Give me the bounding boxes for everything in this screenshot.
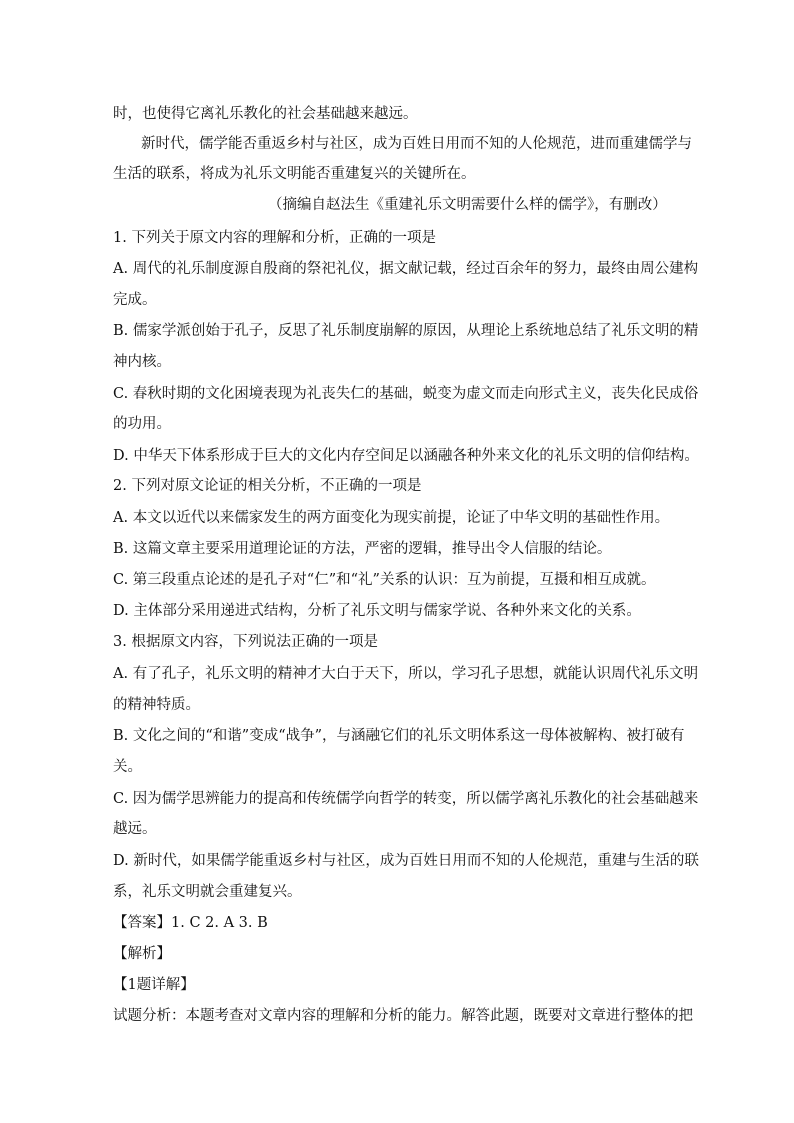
option-text: 的功用。 [113, 416, 171, 432]
option-text: 系，礼乐文明就会重建复兴。 [113, 884, 302, 900]
option-text: 的精神特质。 [113, 697, 200, 713]
option-text: A. 本文以近代以来儒家发生的两方面变化为现实前提，论证了中华文明的基础性作用。 [113, 510, 670, 526]
analysis-heading: 【解析】 [113, 946, 171, 962]
option-text: C. 第三段重点论述的是孔子对“仁”和“礼”关系的认识：互为前提，互摄和相互成就。 [113, 572, 656, 588]
analysis-text: 试题分析：本题考查对文章内容的理解和分析的能力。解答此题，既要对文章进行整体的把 [113, 1008, 693, 1024]
passage-line: 生活的联系，将成为礼乐文明能否重建复兴的关键所在。 [113, 166, 476, 182]
option-text: B. 这篇文章主要采用道理论证的方法，严密的逻辑，推导出令人信服的结论。 [113, 541, 612, 557]
question-stem: 2. 下列对原文论证的相关分析，不正确的一项是 [113, 478, 422, 494]
option-text: D. 主体部分采用递进式结构，分析了礼乐文明与儒家学说、各种外来文化的关系。 [113, 603, 641, 619]
option-text: 关。 [113, 759, 142, 775]
question-stem: 1. 下列关于原文内容的理解和分析，正确的一项是 [113, 230, 436, 246]
option-text: B. 儒家学派创始于孔子，反思了礼乐制度崩解的原因，从理论上系统地总结了礼乐文明的精 [113, 323, 699, 339]
passage-line: 时，也使得它离礼乐教化的社会基础越来越远。 [113, 106, 418, 122]
detail-heading: 【1题详解】 [113, 977, 195, 993]
source-citation: （摘编自赵法生《重建礼乐文明需要什么样的儒学》，有删改） [268, 197, 667, 213]
option-text: 完成。 [113, 292, 157, 308]
option-text: B. 文化之间的“和谐”变成“战争”，与涵融它们的礼乐文明体系这一母体被解构、被打破有 [113, 728, 685, 744]
passage-line: 新时代，儒学能否重返乡村与社区，成为百姓日用而不知的人伦规范，进而重建儒学与 [141, 136, 692, 152]
option-text: 神内核。 [113, 354, 171, 370]
option-text: A. 有了孔子，礼乐文明的精神才大白于天下，所以，学习孔子思想，就能认识周代礼乐文明 [113, 666, 699, 682]
question-stem: 3. 根据原文内容，下列说法正确的一项是 [113, 634, 378, 650]
option-text: A. 周代的礼乐制度源自殷商的祭祀礼仪，据文献记载，经过百余年的努力，最终由周公建构 [113, 261, 699, 277]
option-text: C. 因为儒学思辨能力的提高和传统儒学向哲学的转变，所以儒学离礼乐教化的社会基础越来 [113, 791, 699, 807]
option-text: D. 中华天下体系形成于巨大的文化内存空间足以涵融各种外来文化的礼乐文明的信仰结构。 [113, 448, 699, 464]
option-text: 越远。 [113, 821, 157, 837]
option-text: C. 春秋时期的文化困境表现为礼丧失仁的基础，蜕变为虚文而走向形式主义，丧失化民成俗 [113, 386, 699, 402]
answer-key: 【答案】1. C 2. A 3. B [113, 915, 268, 931]
option-text: D. 新时代，如果儒学能重返乡村与社区，成为百姓日用而不知的人伦规范，重建与生活的联 [113, 853, 699, 869]
